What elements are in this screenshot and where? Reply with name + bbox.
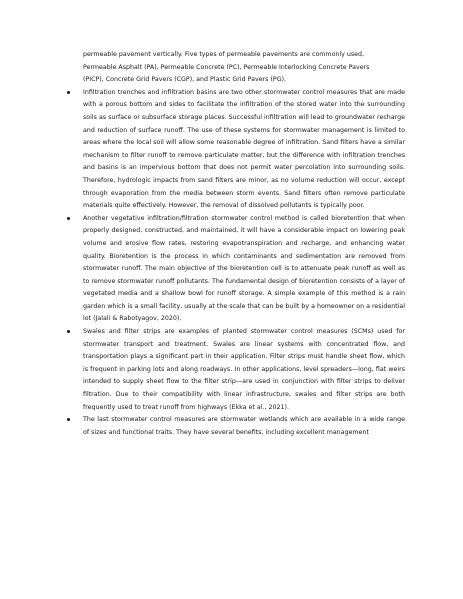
- bullet-item-swales: [83, 326, 405, 414]
- text-line: (PICP), Concrete Grid Pavers (CGP), and Plastic Grid Pavers (PG).: [83, 76, 287, 84]
- bullet-text: The last stormwater control measures are stormwater wetlands which are available in a wide range of sizes and functional traits. They have several benefits, including excellent management: [83, 416, 405, 436]
- bullet-icon: [67, 330, 70, 333]
- bullet-icon: [67, 91, 70, 94]
- bullet-text: Swales and filter strips are examples of planted stormwater control measures (SCMs) used for stormwater transport and treatment. Swales are linear systems with concentrated flow, and transportation plays a significant part in their application. Filter strips must handle sheet flow, which is frequent in parking lots and along roadways. In other applications, level spreaders—long, flat weirs intended to supply sheet flow to the filter strip—are used in conjunction with filter strips to deliver filtration. Due to their compatibility with linear infrastructure, swales and filter strips are both frequently used to treat runoff from highways (Ekka et al., 2021).: [83, 328, 405, 411]
- bullet-item-wetlands: [83, 414, 405, 439]
- bullet-icon: [67, 217, 70, 220]
- continuation-paragraph: [83, 49, 405, 87]
- page-content: [83, 49, 405, 439]
- bullet-text: Another vegetative infiltration/filtration stormwater control method is called bioretention that when properly designed, constructed, and maintained, it will have a considerable impact on lowering peak volume and erosive flow rates, restoring evapotranspiration and recharge, and enhancing water quality. Bioretention is the process in which contaminants and sedimentation are removed from stormwater runoff. The main objective of the bioretention cell is to attenuate peak runoff as well as to remove stormwater runoff pollutants. The fundamental design of bioretention consists of a layer of vegetated media and a shallow bowl for runoff storage. A simple example of this method is a rain garden which is a small facility, usually at the scale that can be built by a homeowner on a residential lot (Jalali & Rabotyagov, 2020).: [83, 214, 406, 323]
- text-line: permeable pavement vertically. Five types of permeable pavements are commonly used,: [83, 51, 365, 58]
- bullet-item-infiltration: [83, 87, 405, 213]
- bullet-text: Infiltration trenches and infiltration basins are two other stormwater control measures that are made with a porous bottom and sides to facilitate the infiltration of the stored water into the surrounding soils as surface or subsurface storage places. Successful infiltration will lead to groundwater recharge and reduction of surface runoff. The use of these systems for stormwater management is limited to areas where the local soil will allow some reasonable degree of infiltration. Sand filters have a similar mechanism to filter runoff to remove particulate matter, but the difference with infiltration trenches and basins is an impervious bottom that does not permit water percolation into surrounding soils. Therefore, hydrologic impacts from sand filters are minor, as no volume reduction will occur, except through evaporation from the media between storm events. Sand filters often remove particulate materials quite effectively. However, the removal of dissolved pollutants is typically poor.: [83, 88, 405, 210]
- text-line: Permeable Asphalt (PA), Permeable Concrete (PC), Permeable Interlocking Concrete Pavers: [83, 63, 370, 71]
- bullet-icon: [67, 418, 70, 421]
- bullet-item-bioretention: [83, 213, 405, 326]
